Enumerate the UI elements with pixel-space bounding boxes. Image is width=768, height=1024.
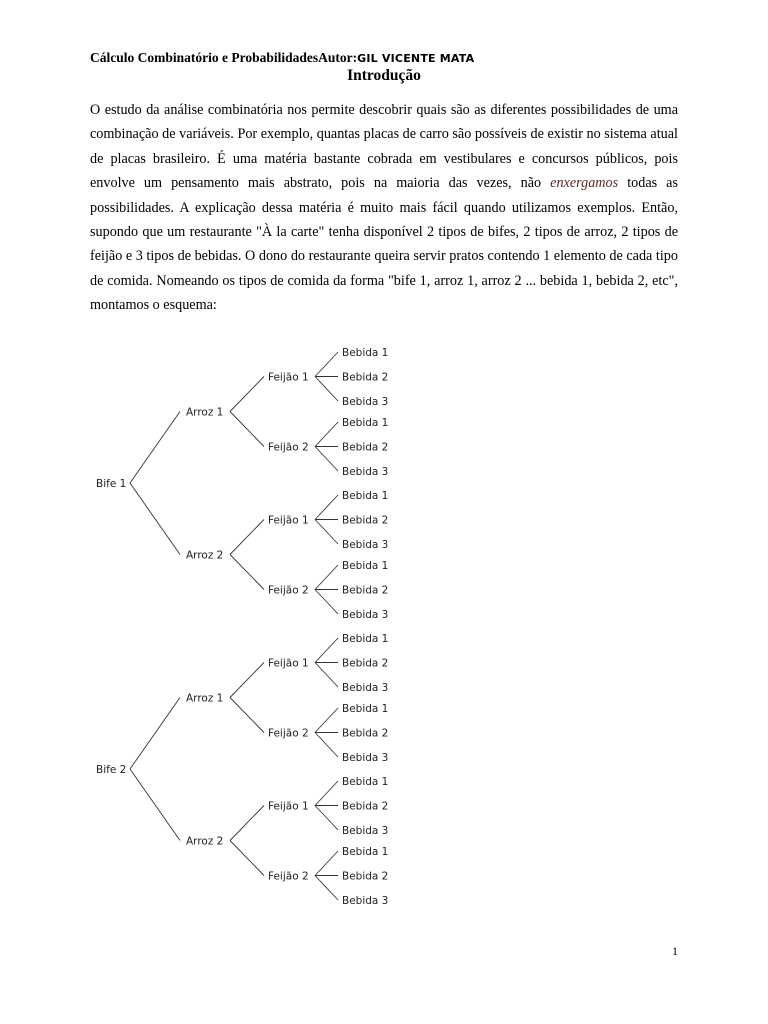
feijao-node: Feijão 1	[268, 371, 309, 384]
bebida-node: Bebida 1	[342, 703, 389, 715]
bebida-node: Bebida 3	[342, 895, 389, 907]
tree-edge-feijao-bebida	[315, 590, 338, 615]
tree-edge-bife-arroz	[130, 769, 180, 841]
tree-edge-feijao-bebida	[315, 520, 338, 545]
arroz-node: Arroz 2	[186, 835, 224, 848]
paragraph-emphasis: enxergamos	[550, 175, 619, 192]
feijao-node: Feijão 2	[268, 870, 309, 883]
intro-paragraph	[90, 98, 678, 318]
bebida-node: Bebida 2	[342, 371, 389, 384]
bebida-node: Bebida 3	[342, 396, 389, 408]
paragraph-text-end: todas as possibilidades. A explicação dessa matéria é muito mais fácil quando utilizamos exemplos. Então, supondo que um restaurante "À la carte" tenha disponível 2 tipos de bifes, 2 tipos de arroz, 2 tipos de feijão e 3 tipos de bebidas. O dono do restaurante queira servir pratos contendo 1 elemento de cada tipo de comida. Nomeando os tipos de comida da forma "bife 1, arroz 1, arroz 2 ... bebida 1, bebida 2, etc", montamos o esquema:	[90, 175, 678, 314]
feijao-node: Feijão 2	[268, 441, 309, 454]
header-author-label: Autor:	[318, 50, 358, 65]
tree-edge-feijao-bebida	[315, 377, 338, 402]
tree-edge-arroz-feijao	[230, 663, 264, 698]
tree-edge-feijao-bebida	[315, 663, 338, 688]
bebida-node: Bebida 2	[342, 584, 389, 597]
bife-node: Bife 2	[96, 764, 127, 776]
tree-diagram	[88, 340, 408, 920]
section-title: Introdução	[347, 67, 421, 84]
running-header	[90, 50, 474, 66]
arroz-node: Arroz 1	[186, 692, 224, 705]
bebida-node: Bebida 1	[342, 347, 389, 359]
arroz-node: Arroz 1	[186, 406, 224, 419]
bife-node: Bife 1	[96, 478, 127, 490]
bebida-node: Bebida 3	[342, 609, 389, 621]
tree-edge-arroz-feijao	[230, 520, 264, 555]
bebida-node: Bebida 1	[342, 417, 389, 429]
tree-edge-bife-arroz	[130, 483, 180, 555]
page-number: 1	[672, 944, 678, 958]
tree-edge-feijao-bebida	[315, 806, 338, 831]
bebida-node: Bebida 1	[342, 490, 389, 502]
feijao-node: Feijão 1	[268, 514, 309, 527]
tree-edge-feijao-bebida	[315, 495, 338, 520]
bebida-node: Bebida 3	[342, 752, 389, 764]
feijao-node: Feijão 1	[268, 657, 309, 670]
bebida-node: Bebida 1	[342, 633, 389, 645]
tree-edge-arroz-feijao	[230, 698, 264, 733]
arroz-node: Arroz 2	[186, 549, 224, 562]
tree-edge-bife-arroz	[130, 412, 180, 484]
bebida-node: Bebida 2	[342, 657, 389, 670]
tree-edge-feijao-bebida	[315, 447, 338, 472]
tree-edge-feijao-bebida	[315, 733, 338, 758]
header-author-name: GIL VICENTE MATA	[357, 52, 475, 65]
feijao-node: Feijão 2	[268, 584, 309, 597]
tree-edge-feijao-bebida	[315, 876, 338, 901]
tree-edge-feijao-bebida	[315, 708, 338, 733]
bebida-node: Bebida 3	[342, 825, 389, 837]
tree-edge-feijao-bebida	[315, 565, 338, 590]
tree-edge-feijao-bebida	[315, 781, 338, 806]
tree-edge-bife-arroz	[130, 698, 180, 770]
bebida-node: Bebida 1	[342, 776, 389, 788]
bebida-node: Bebida 3	[342, 682, 389, 694]
tree-edge-arroz-feijao	[230, 555, 264, 590]
tree-edge-feijao-bebida	[315, 638, 338, 663]
bebida-node: Bebida 2	[342, 800, 389, 813]
tree-edge-feijao-bebida	[315, 851, 338, 876]
bebida-node: Bebida 3	[342, 466, 389, 478]
tree-edge-feijao-bebida	[315, 422, 338, 447]
paragraph-text-start: O estudo da análise combinatória nos permite descobrir quais são as diferentes possibilidades de uma combinação de variáveis. Por exemplo, quantas placas de carro são possíveis de existir no sistema atual de placas brasileiro. É uma matéria bastante cobrada em vestibulares e concursos públicos, pois envolve um pensamento mais abstrato, pois na maioria das vezes, não	[90, 102, 678, 192]
feijao-node: Feijão 1	[268, 800, 309, 813]
tree-edge-arroz-feijao	[230, 806, 264, 841]
bebida-node: Bebida 2	[342, 514, 389, 527]
tree-edge-arroz-feijao	[230, 377, 264, 412]
bebida-node: Bebida 2	[342, 441, 389, 454]
bebida-node: Bebida 1	[342, 560, 389, 572]
bebida-node: Bebida 3	[342, 539, 389, 551]
header-course: Cálculo Combinatório e Probabilidades	[90, 50, 319, 65]
tree-edge-arroz-feijao	[230, 412, 264, 447]
feijao-node: Feijão 2	[268, 727, 309, 740]
tree-edge-arroz-feijao	[230, 841, 264, 876]
bebida-node: Bebida 1	[342, 846, 389, 858]
bebida-node: Bebida 2	[342, 870, 389, 883]
bebida-node: Bebida 2	[342, 727, 389, 740]
tree-edge-feijao-bebida	[315, 352, 338, 377]
